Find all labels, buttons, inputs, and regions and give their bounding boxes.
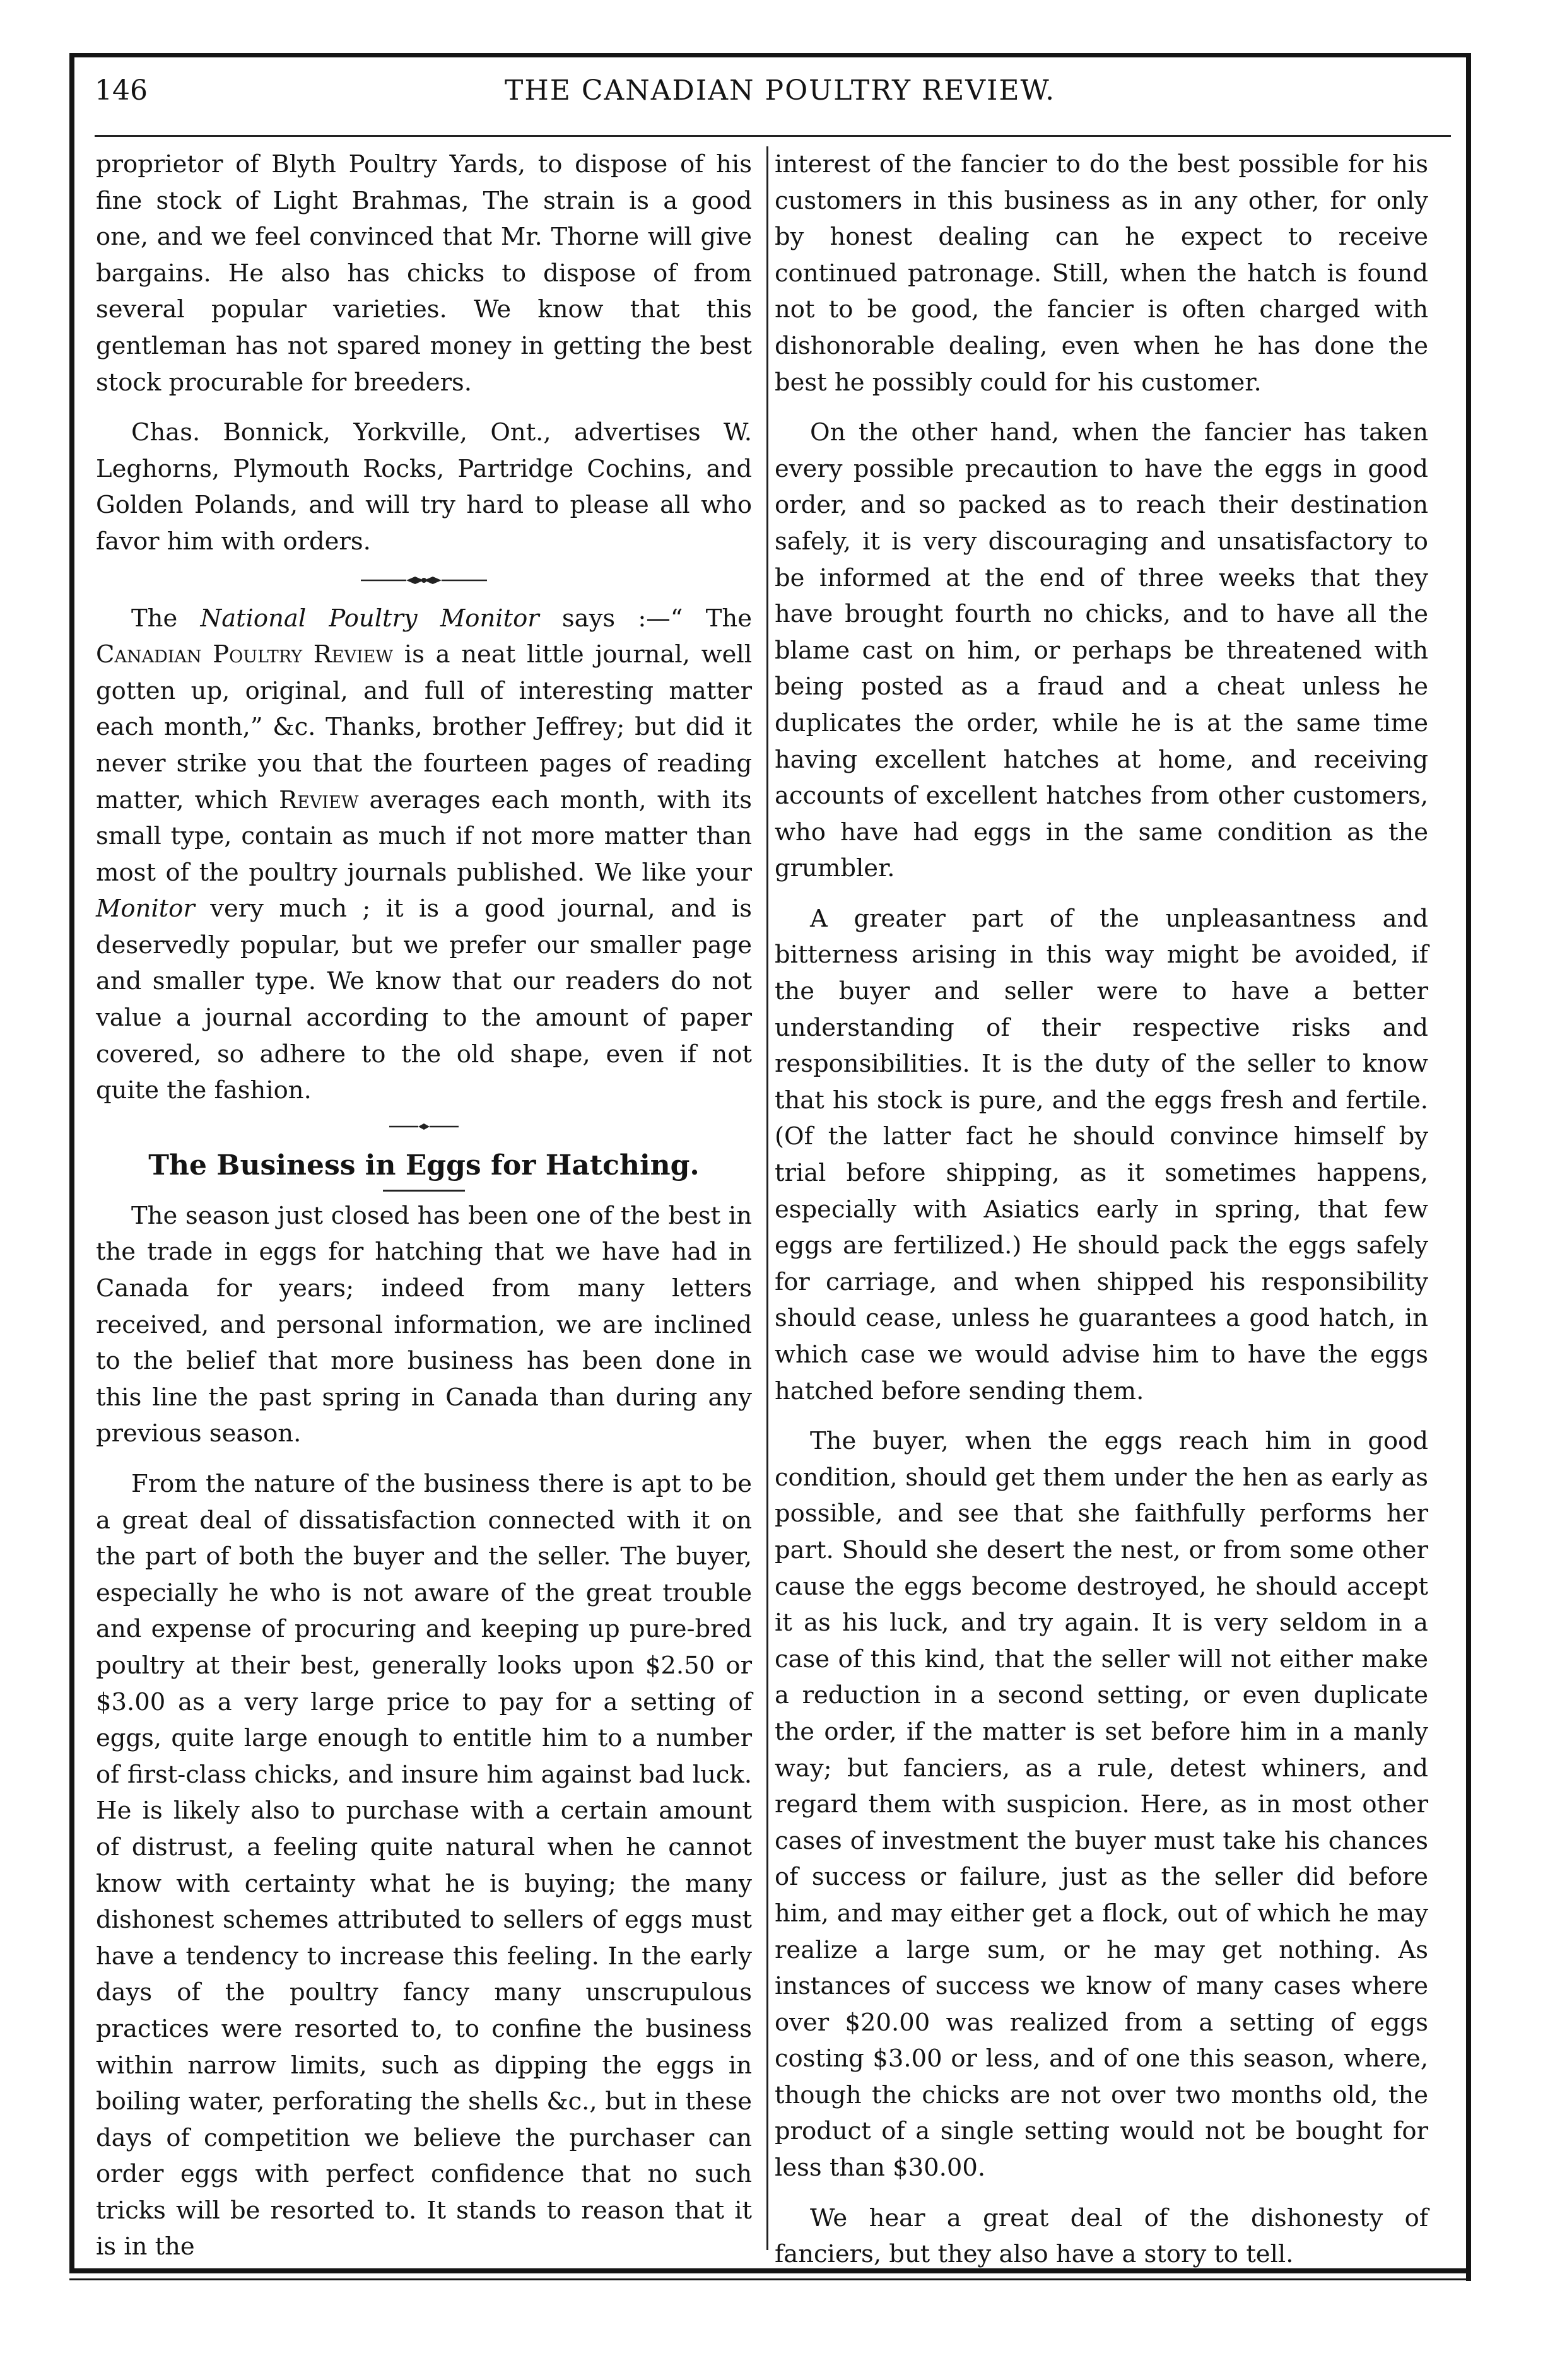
paragraph-bonnick: Chas. Bonnick, Yorkville, Ont., advertises W. Leghorns, Plymouth Rocks, Partridge Cochins, and Golden Polands, and will try hard to please all who favor him with orders. (96, 418, 752, 556)
paragraph-unpleasantness: A greater part of the unpleasantness and bitterness arising in this way might be avoided, if the buyer and seller were to have a better understanding of their respective risks and responsibilities. It is the duty of the seller to know that his stock is pure, and the eggs fresh and fertile. (Of the latter fact he should convince himself by trial before shipping, as it sometimes happens, especially with Asiatics early in spring, that few eggs are fertilized.) He should pack the eggs safely for carriage, and when shipped his responsibility should cease, unless he guarantees a good hatch, in which case we would advise him to have the eggs hatched before sending them. (775, 904, 1428, 1405)
ornament-divider (96, 560, 752, 601)
paragraph-nature: From the nature of the business there is apt to be a great deal of dissatisfaction connected with it on the part of both the buyer and the seller. The buyer, especially he who is not aware of the great trouble and expense of procuring and keeping up pure-bred poultry at their best, generally looks upon $2.50 or $3.00 as a very large price to pay for a setting of eggs, quite large enough to entitle him to a number of first-class chicks, and insure him against bad luck. He is likely also to purchase with a certain amount of distrust, a feeling quite natural when he cannot know with certainty what he is buying; the many dishonest schemes attributed to sellers of eggs must have a tendency to increase this feeling. In the early days of the poultry fancy many unscrupulous practices were resorted to, to confine the business within narrow limits, such as dipping the eggs in boiling water, perforating the shells &c., but in these days of competition we believe the purchaser can order eggs with perfect confidence that no such tricks will be resorted to. It stands to reason that it is in the (96, 1470, 752, 2261)
border-left (69, 53, 74, 2273)
small-divider (96, 1109, 752, 1144)
section-title: The Business in Eggs for Hatching. (148, 1149, 700, 1181)
monitor-name: Monitor (96, 894, 195, 923)
left-column (96, 146, 752, 2265)
title-rule (383, 1190, 465, 1192)
paragraph-thorne: proprietor of Blyth Poultry Yards, to dispose of his fine stock of Light Brahmas, The strain is a good one, and we feel convinced that Mr. Thorne will give bargains. He also has chicks to dispose of from several popular varieties. We know that this gentleman has not spared money in getting the best stock procurable for breeders. (96, 150, 752, 397)
paragraph-interest: interest of the fancier to do the best possible for his customers in this business as in any other, for only by honest dealing can he expect to receive continued patronage. Still, when the hatch is found not to be good, the fancier is often charged with dishonorable dealing, even when he has done the best he possibly could for his customer. (775, 150, 1428, 397)
ornament-divider-icon (361, 574, 487, 587)
paragraph-other-hand: On the other hand, when the fancier has taken every possible precaution to have the eggs in good order, and so packed as to reach their destination safely, it is very discouraging and unsatisfactory to be informed at the end of three weeks that they have brought fourth no chicks, and to have all the blame cast on him, or perhaps be threatened with being posted as a fraud and a cheat unless he duplicates the order, while he is at the same time having excellent hatches at home, and receiving accounts of excellent hatches from other customers, who have had eggs in the same condition as the grumbler. (775, 418, 1428, 883)
paragraph-dishonesty: We hear a great deal of the dishonesty of fanciers, but they also have a story to tell. (775, 2203, 1428, 2269)
right-column (775, 146, 1428, 2273)
column-rule (766, 146, 768, 2250)
publication-title: National Poultry Monitor (200, 604, 539, 633)
review-name: Review (279, 785, 359, 814)
small-divider-icon (389, 1122, 459, 1132)
paragraph-season: The season just closed has been one of the best in the trade in eggs for hatching that we have had in Canada for years; indeed from many letters received, and personal information, we are inclined to the belief that more business has been done in this line the past spring in Canada than during any previous season. (96, 1201, 752, 1448)
page-number: 146 (95, 74, 148, 107)
header-rule (95, 135, 1451, 137)
border-bottom-thin (69, 2278, 1471, 2280)
border-right (1466, 53, 1471, 2281)
paragraph-buyer: The buyer, when the eggs reach him in good condition, should get them under the hen as early as possible, and see that she faithfully performs her part. Should she desert the nest, or from some other cause the eggs become destroyed, he should accept it as his luck, and try again. It is very seldom in a case of this kind, that the seller will not either make a reduction in a second setting, or even duplicate the order, if the matter is set before him in a manly way; but fanciers, as a rule, detest whiners, and regard them with suspicion. Here, as in most other cases of investment the buyer must take his chances of success or failure, just as the seller did before him, and may either get a flock, out of which he may realize a large sum, or he may get nothing. As instances of success we know of many cases where over $20.00 was realized from a setting of eggs costing $3.00 or less, and of one this season, where, though the chicks are not over two months old, the product of a single setting would not be bought for less than $30.00. (775, 1427, 1428, 2183)
running-head: THE CANADIAN POULTRY REVIEW. (505, 74, 1056, 107)
paragraph-monitor: The National Poultry Monitor says :—“ The Canadian Poultry Review is a neat little journal, well gotten up, original, and full of interesting matter each month,” &c. Thanks, brother Jeffrey; but did it never strike you that the fourteen pages of reading matter, which Review averages each month, with its small type, contain as much if not more matter than most of the poultry journals published. We like your Monitor very much ; it is a good journal, and is deservedly popular, but we prefer our smaller page and smaller type. We know that our readers do not value a journal according to the amount of paper covered, so adhere to the old shape, even if not quite the fashion. (96, 604, 753, 1105)
journal-name: Canadian Poultry Review (96, 640, 394, 669)
border-top (69, 53, 1471, 57)
